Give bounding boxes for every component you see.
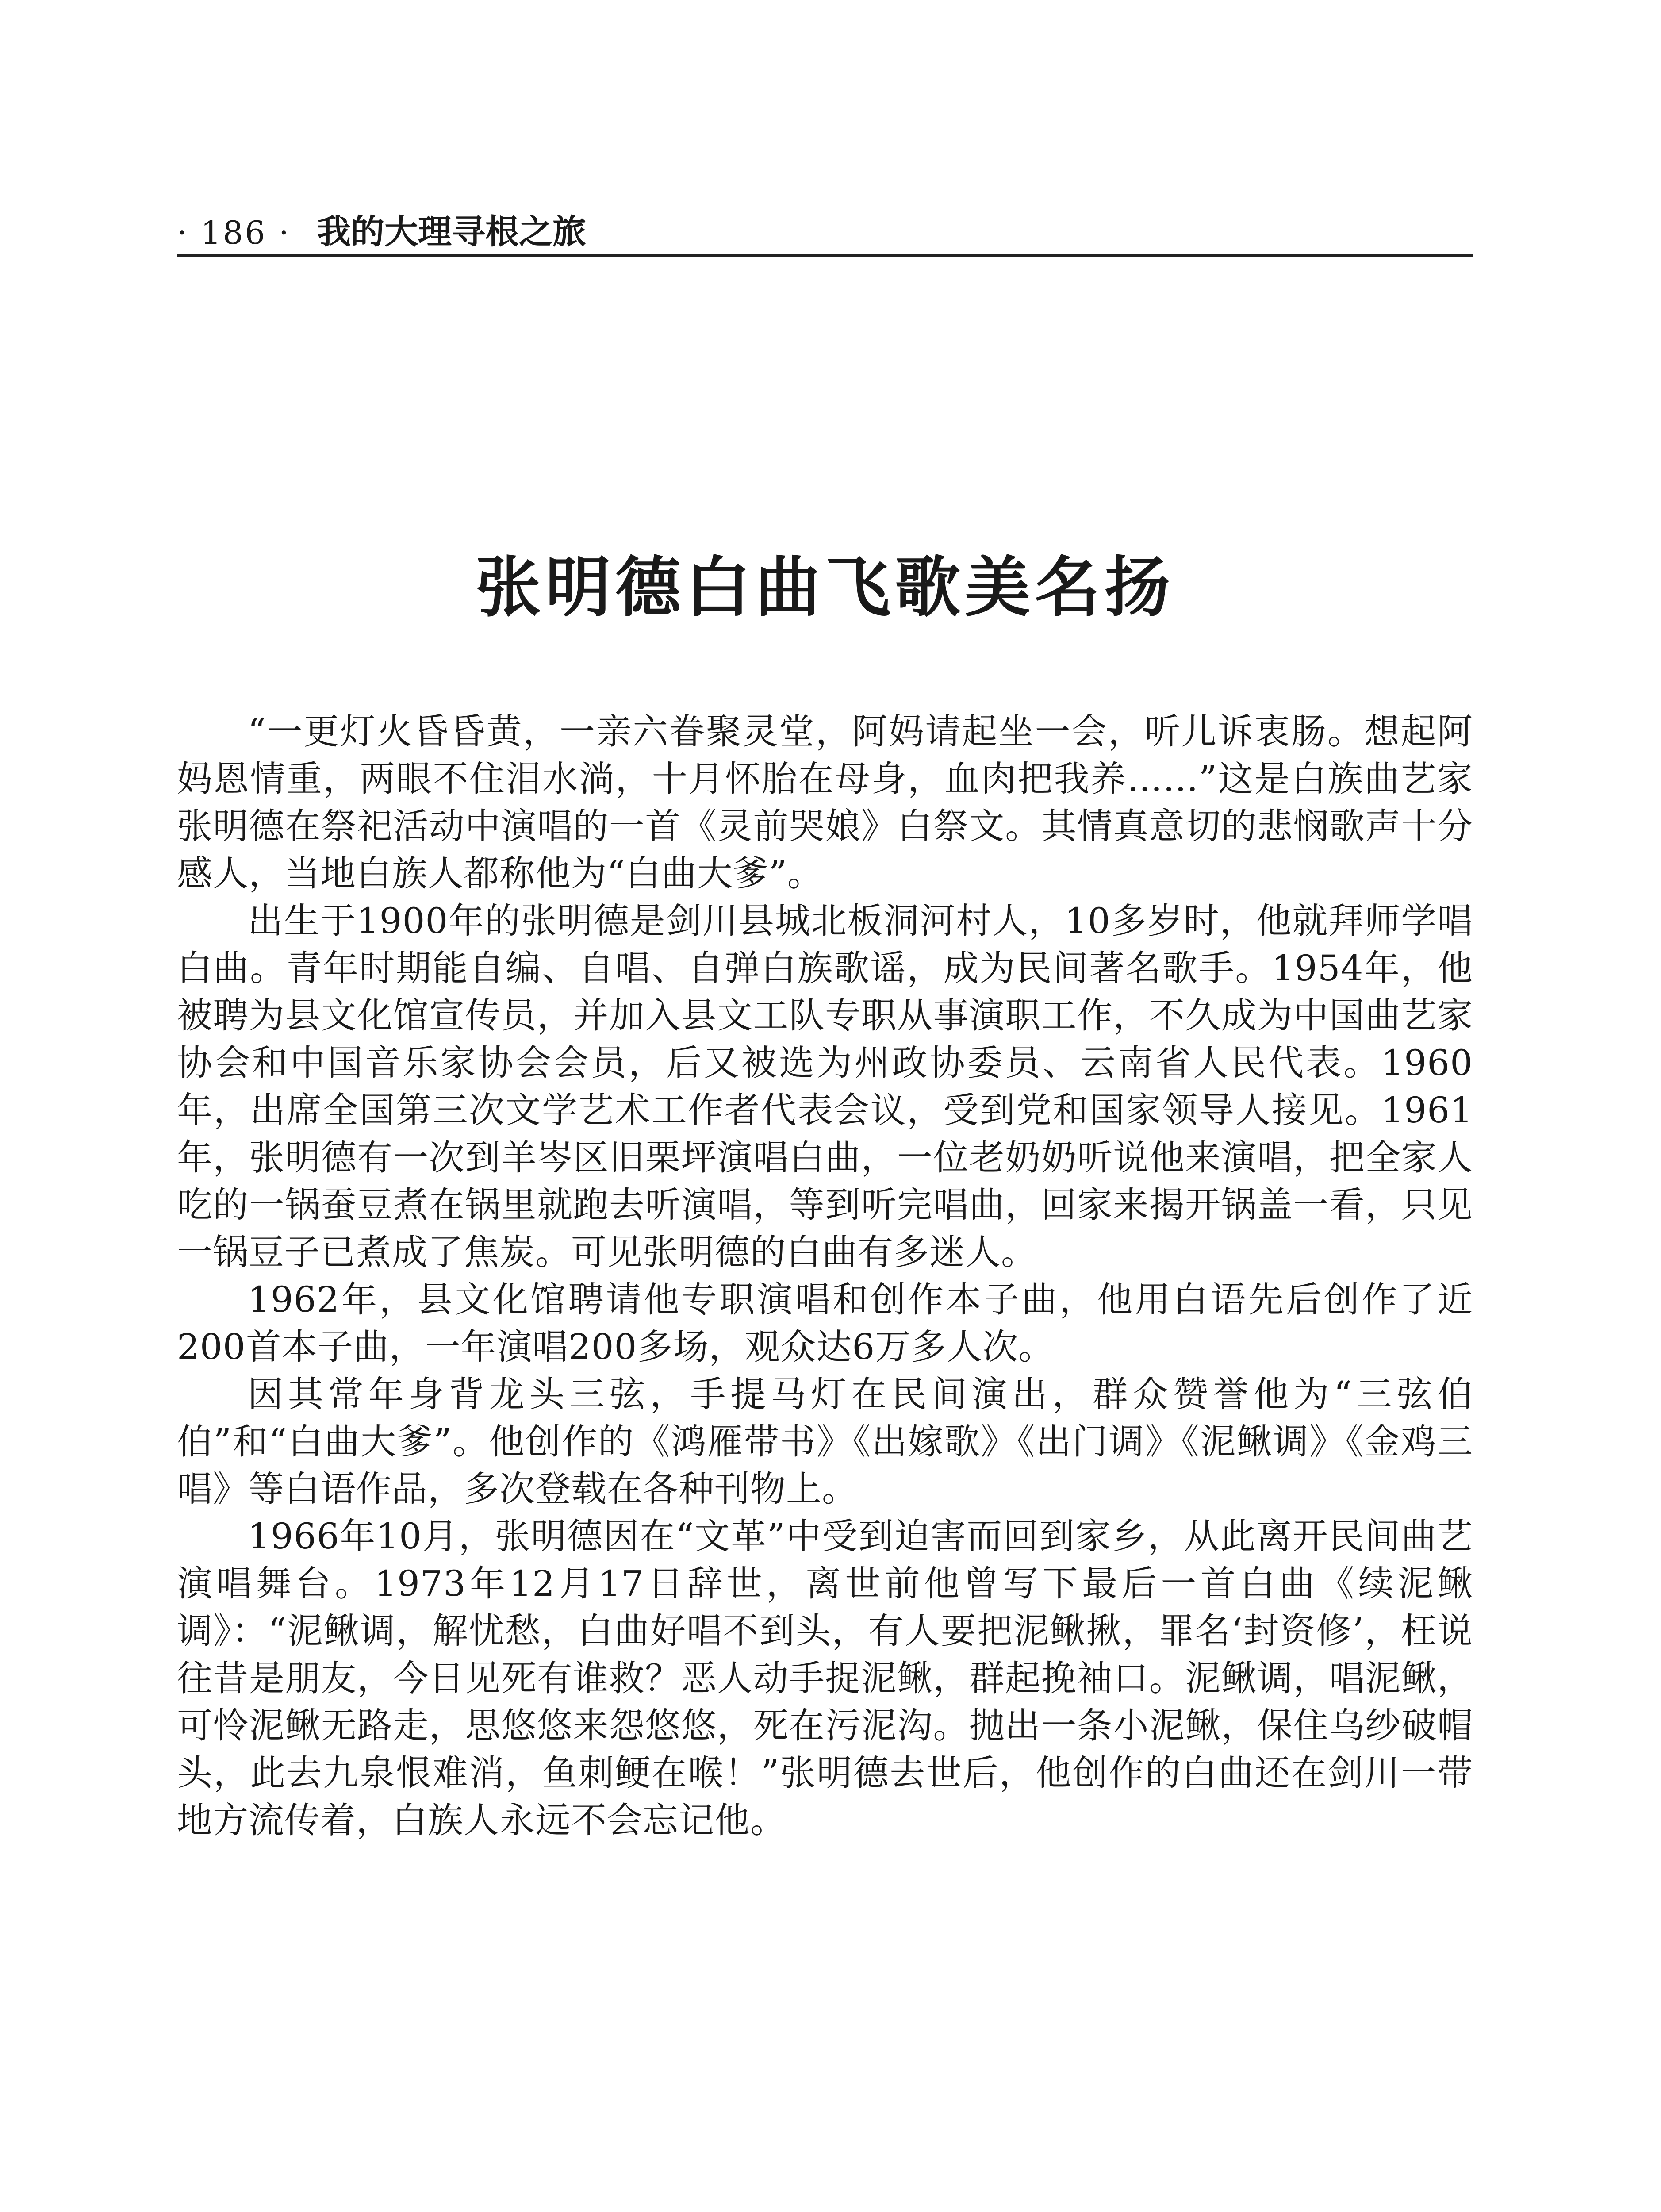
page-number: · 186 · (177, 214, 291, 251)
chapter-title: 张明德白曲飞歌美名扬 (476, 549, 1174, 626)
paragraph: “一更灯火昏昏黄，一亲六眷聚灵堂，阿妈请起坐一会，听儿诉衷肠。想起阿妈恩情重，两眼不住泪水淌，十月怀胎在母身，血肉把我养……”这是白族曲艺家张明德在祭祀活动中演唱的一首《灵前哭娘》白祭文。其情真意切的悲悯歌声十分感人，当地白族人都称他为“白曲大爹”。 (177, 711, 1473, 894)
paragraph: 1966年10月，张明德因在“文革”中受到迫害而回到家乡，从此离开民间曲艺演唱舞台。1973年12月17日辞世，离世前他曾写下最后一首白曲《续泥鳅调》：“泥鳅调，解忧愁，白曲好唱不到头，有人要把泥鳅揪，罪名‘封资修’，枉说往昔是朋友，今日见死有谁救？恶人动手捉泥鳅，群起挽袖口。泥鳅调，唱泥鳅，可怜泥鳅无路走，思悠悠来怨悠悠，死在污泥沟。抛出一条小泥鳅，保住乌纱破帽头，此去九泉恨难消，鱼刺鲠在喉！”张明德去世后，他创作的白曲还在剑川一带地方流传着，白族人永远不会忘记他。 (177, 1516, 1473, 1841)
paragraph: 出生于1900年的张明德是剑川县城北板洞河村人，10多岁时，他就拜师学唱白曲。青年时期能自编、自唱、自弹白族歌谣，成为民间著名歌手。1954年，他被聘为县文化馆宣传员，并加入县文工队专职从事演职工作，不久成为中国曲艺家协会和中国音乐家协会会员，后又被选为州政协委员、云南省人民代表。1960年，出席全国第三次文学艺术工作者代表会议，受到党和国家领导人接见。1961年，张明德有一次到羊岑区旧栗坪演唱白曲，一位老奶奶听说他来演唱，把全家人吃的一锅蚕豆煮在锅里就跑去听演唱，等到听完唱曲，回家来揭开锅盖一看，只见一锅豆子已煮成了焦炭。可见张明德的白曲有多迷人。 (177, 900, 1473, 1273)
book-title: 我的大理寻根之旅 (317, 212, 586, 251)
paragraph: 因其常年身背龙头三弦，手提马灯在民间演出，群众赞誉他为“三弦伯伯”和“白曲大爹”。他创作的《鸿雁带书》《出嫁歌》《出门调》《泥鳅调》《金鸡三唱》等白语作品，多次登载在各种刊物上。 (177, 1374, 1473, 1509)
body-text (177, 708, 1473, 1844)
paragraph: 1962年，县文化馆聘请他专职演唱和创作本子曲，他用白语先后创作了近200首本子曲，一年演唱200多场，观众达6万多人次。 (177, 1279, 1473, 1367)
running-header (177, 186, 1473, 257)
